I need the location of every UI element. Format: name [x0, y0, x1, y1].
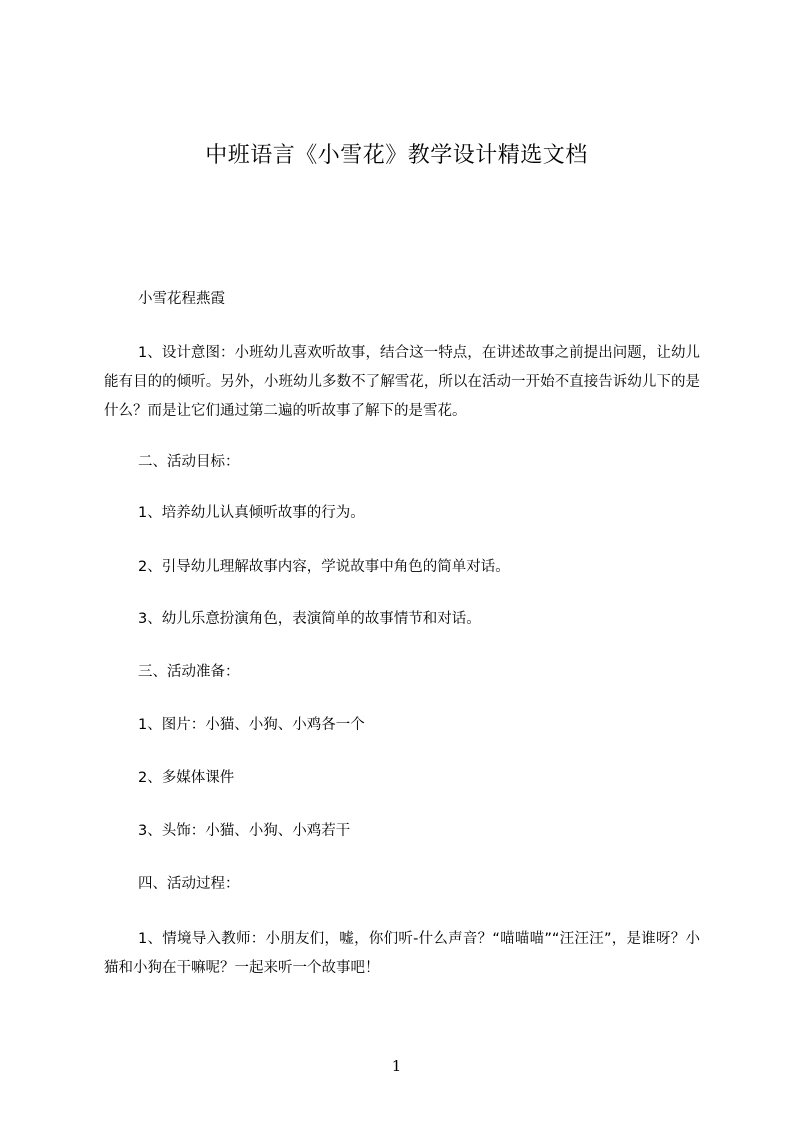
prep-item-1: 1、图片：小猫、小狗、小鸡各一个 [138, 717, 365, 733]
prep-item-2: 2、多媒体课件 [138, 770, 235, 786]
prep-item-3: 3、头饰：小猫、小狗、小鸡若干 [138, 823, 351, 839]
goal-item-3: 3、幼儿乐意扮演角色，表演简单的故事情节和对话。 [138, 611, 481, 627]
section-heading-goals: 二、活动目标： [138, 454, 240, 470]
section-heading-process: 四、活动过程： [138, 876, 240, 892]
page-number: 1 [391, 1057, 402, 1075]
section-heading-preparation: 三、活动准备： [138, 664, 240, 680]
document-title: 中班语言《小雪花》教学设计精选文档 [205, 143, 588, 168]
process-item-1: 1、情境导入教师：小朋友们，嘘，你们听-什么声音？“喵喵喵”“汪汪汪”，是谁呀？小猫和小狗在干嘛呢？一起来听一个故事吧！ [104, 931, 700, 976]
goal-item-2: 2、引导幼儿理解故事内容，学说故事中角色的简单对话。 [138, 559, 510, 575]
paragraph-design-intent: 1、设计意图：小班幼儿喜欢听故事，结合这一特点，在讲述故事之前提出问题，让幼儿能有目的的倾听。另外，小班幼儿多数不了解雪花，所以在活动一开始不直接告诉幼儿下的是什么？而是让它们通过第二遍的听故事了解下的是雪花。 [104, 345, 700, 419]
goal-item-1: 1、培养幼儿认真倾听故事的行为。 [138, 505, 365, 521]
author-line: 小雪花程燕霞 [138, 291, 225, 307]
